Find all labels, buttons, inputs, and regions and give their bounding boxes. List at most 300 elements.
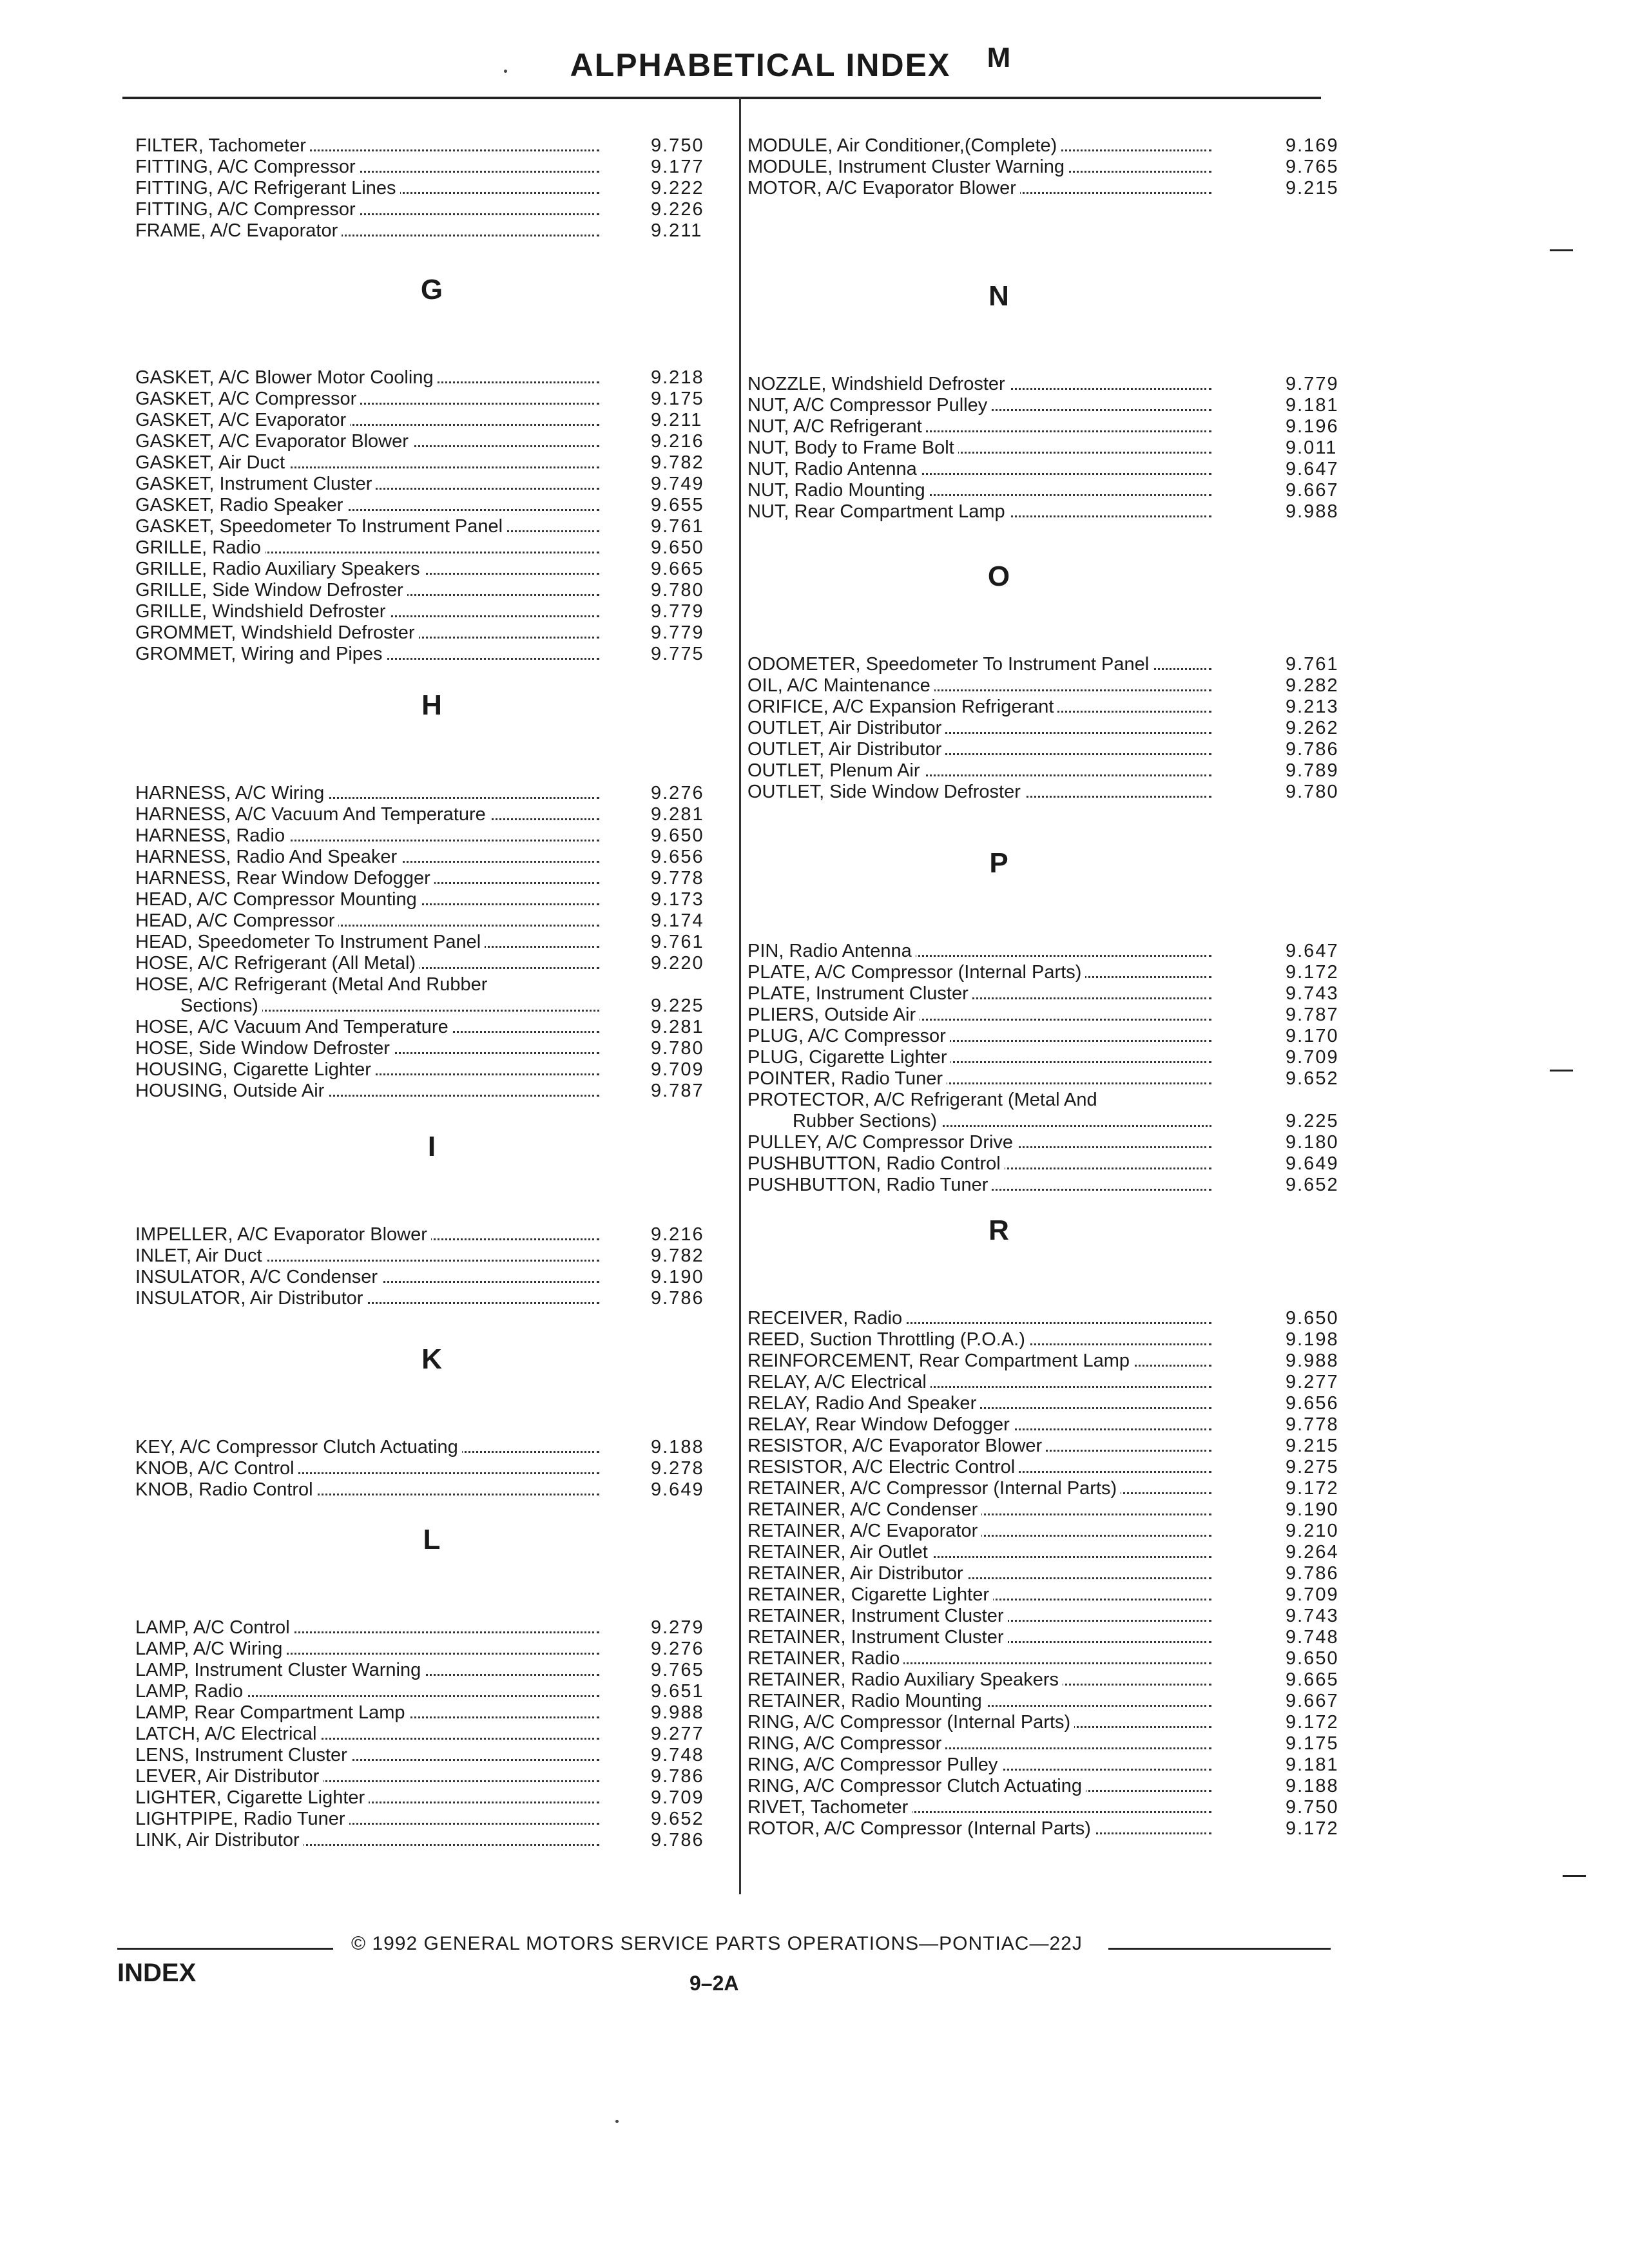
index-entry [747, 1414, 1340, 1436]
entry-page-ref: 9.778 [1286, 1414, 1339, 1435]
entry-label: LAMP, Rear Compartment Lamp [135, 1702, 409, 1724]
entry-label: ORIFICE, A/C Expansion Refrigerant [747, 697, 1057, 718]
entry-page-ref: 9.667 [1286, 480, 1339, 501]
entry-label: NOZZLE, Windshield Defroster [747, 374, 1009, 395]
index-entry [135, 516, 731, 537]
entry-label: PIN, Radio Antenna [747, 941, 916, 962]
entry-page-ref: 9.180 [1286, 1132, 1339, 1153]
index-entry [747, 941, 1340, 962]
index-entry [135, 1059, 731, 1081]
entry-label: RELAY, Rear Window Defogger [747, 1414, 1014, 1436]
entry-label: RELAY, A/C Electrical [747, 1372, 930, 1393]
entry-label: GASKET, A/C Compressor [135, 389, 360, 410]
entry-page-ref: 9.276 [651, 783, 704, 803]
entry-label: INSULATOR, Air Distributor [135, 1288, 367, 1309]
section-heading: K [421, 1343, 442, 1375]
entry-label: FITTING, A/C Refrigerant Lines [135, 178, 400, 199]
index-entry [747, 1026, 1340, 1047]
index-entry [135, 825, 731, 847]
index-entry [135, 1766, 731, 1787]
entry-page-ref: 9.650 [1286, 1308, 1339, 1329]
entry-page-ref: 9.652 [1286, 1068, 1339, 1089]
index-entry [747, 501, 1340, 523]
entry-label: PULLEY, A/C Compressor Drive [747, 1132, 1017, 1153]
entry-label: RESISTOR, A/C Evaporator Blower [747, 1436, 1046, 1457]
entry-page-ref: 9.748 [1286, 1627, 1339, 1648]
index-entry [747, 1478, 1340, 1499]
entry-label: PUSHBUTTON, Radio Tuner [747, 1175, 992, 1196]
entry-page-ref: 9.775 [651, 644, 704, 664]
entry-page-ref: 9.281 [651, 804, 704, 825]
entry-label: NUT, A/C Refrigerant [747, 416, 926, 437]
entry-label: LAMP, Instrument Cluster Warning [135, 1660, 425, 1681]
entry-page-ref: 9.277 [651, 1724, 704, 1744]
index-entry [135, 1745, 731, 1766]
entry-label: PUSHBUTTON, Radio Control [747, 1153, 1005, 1175]
entry-page-ref: 9.786 [651, 1288, 704, 1309]
index-entry [747, 1153, 1340, 1175]
header-rule [122, 97, 1321, 99]
entry-page-ref: 9.278 [651, 1458, 704, 1479]
entry-page-ref: 9.750 [651, 135, 704, 156]
entry-page-ref: 9.172 [1286, 962, 1339, 983]
section-heading: G [420, 274, 443, 305]
index-entry [135, 1617, 731, 1639]
entry-page-ref: 9.765 [651, 1660, 704, 1680]
index-entry [747, 459, 1340, 480]
entry-page-ref: 9.786 [651, 1766, 704, 1787]
section-heading: M [987, 42, 1011, 73]
entry-page-ref: 9.789 [1286, 760, 1339, 781]
index-entry [135, 410, 731, 431]
index-entry [135, 1437, 731, 1458]
entry-page-ref: 9.743 [1286, 983, 1339, 1004]
index-entry [135, 644, 731, 665]
index-entry [135, 431, 731, 452]
index-entry [135, 1809, 731, 1830]
index-entry [135, 474, 731, 495]
entry-label: LATCH, A/C Electrical [135, 1724, 320, 1745]
index-entry [135, 157, 731, 178]
index-entry [747, 1606, 1340, 1627]
index-entry [135, 537, 731, 559]
index-entry [747, 480, 1340, 501]
entry-page-ref: 9.181 [1286, 395, 1339, 416]
entry-page-ref: 9.988 [1286, 501, 1339, 522]
index-entry [135, 601, 731, 622]
index-entry [135, 178, 731, 199]
entry-page-ref: 9.656 [651, 847, 704, 867]
footer-rule-left [117, 1948, 333, 1950]
entry-label: GRILLE, Radio Auxiliary Speakers [135, 559, 424, 580]
index-entry [747, 1818, 1340, 1840]
index-entry [747, 1068, 1340, 1090]
index-entry [747, 1776, 1340, 1797]
entry-label: HARNESS, Radio [135, 825, 289, 847]
entry-label: RETAINER, Radio Mounting [747, 1691, 986, 1712]
entry-label: LAMP, A/C Wiring [135, 1639, 286, 1660]
entry-page-ref: 9.655 [651, 495, 704, 515]
column-divider [739, 97, 741, 1894]
entry-label: GASKET, Speedometer To Instrument Panel [135, 516, 506, 537]
section-heading: P [989, 847, 1008, 879]
entry-label: OUTLET, Air Distributor [747, 739, 945, 760]
entry-label: GROMMET, Wiring and Pipes [135, 644, 387, 665]
index-entry [135, 389, 731, 410]
entry-page-ref: 9.198 [1286, 1329, 1339, 1350]
index-entry [747, 1691, 1340, 1712]
entry-label: RETAINER, Cigarette Lighter [747, 1584, 993, 1606]
entry-page-ref: 9.761 [1286, 654, 1339, 675]
entry-page-ref: 9.650 [651, 537, 704, 558]
entry-page-ref: 9.665 [1286, 1669, 1339, 1690]
entry-page-ref: 9.786 [1286, 739, 1339, 760]
entry-label: KNOB, A/C Control [135, 1458, 298, 1479]
entry-label: IMPELLER, A/C Evaporator Blower [135, 1224, 431, 1245]
footer-rule-right [1108, 1948, 1331, 1950]
entry-label: HOSE, A/C Refrigerant (All Metal) [135, 953, 419, 974]
entry-label: RELAY, Radio And Speaker [747, 1393, 980, 1414]
entry-label: POINTER, Radio Tuner [747, 1068, 947, 1090]
index-entry [135, 1787, 731, 1809]
margin-mark [1550, 1070, 1573, 1072]
entry-page-ref: 9.282 [1286, 675, 1339, 696]
entry-label: GRILLE, Windshield Defroster [135, 601, 389, 622]
entry-label: HOSE, Side Window Defroster [135, 1038, 394, 1059]
entry-label: HOSE, A/C Vacuum And Temperature [135, 1017, 452, 1038]
index-entry [747, 1090, 1340, 1111]
entry-page-ref: 9.173 [651, 889, 704, 910]
entry-page-ref: 9.780 [651, 580, 704, 601]
entry-label: NUT, Body to Frame Bolt [747, 437, 958, 459]
entry-label: MOTOR, A/C Evaporator Blower [747, 178, 1020, 199]
entry-label: RESISTOR, A/C Electric Control [747, 1457, 1019, 1478]
index-entry [747, 1584, 1340, 1606]
entry-page-ref: 9.172 [1286, 1818, 1339, 1839]
entry-page-ref: 9.786 [651, 1830, 704, 1850]
entry-label: PLIERS, Outside Air [747, 1004, 920, 1026]
entry-label: GROMMET, Windshield Defroster [135, 622, 419, 644]
entry-label: RETAINER, Instrument Cluster [747, 1627, 1008, 1648]
entry-page-ref: 9.277 [1286, 1372, 1339, 1392]
index-entry [135, 1479, 731, 1501]
scan-speck [504, 70, 507, 73]
index-entry [747, 1308, 1340, 1329]
index-entry [747, 1372, 1340, 1393]
entry-label: RETAINER, A/C Condenser [747, 1499, 981, 1521]
entry-page-ref: 9.210 [1286, 1521, 1339, 1541]
index-entry [135, 783, 731, 804]
index-entry [135, 580, 731, 601]
scan-speck [615, 2120, 619, 2123]
index-entry [135, 1681, 731, 1702]
index-entry [747, 1627, 1340, 1648]
section-heading: I [427, 1131, 436, 1162]
entry-page-ref: 9.665 [651, 559, 704, 579]
index-entry [747, 1521, 1340, 1542]
index-entry [135, 889, 731, 910]
entry-page-ref: 9.647 [1286, 941, 1339, 961]
entry-page-ref: 9.650 [651, 825, 704, 846]
index-entry [747, 1797, 1340, 1818]
entry-page-ref: 9.190 [651, 1267, 704, 1287]
index-entry [135, 1639, 731, 1660]
entry-page-ref: 9.667 [1286, 1691, 1339, 1711]
entry-page-ref: 9.765 [1286, 157, 1339, 177]
index-entry [747, 1499, 1340, 1521]
index-entry [135, 953, 731, 974]
index-entry [747, 1563, 1340, 1584]
section-label: INDEX [117, 1959, 197, 1987]
page-title: ALPHABETICAL INDEX [570, 47, 951, 83]
entry-page-ref: 9.215 [1286, 1436, 1339, 1456]
entry-label: OUTLET, Plenum Air [747, 760, 924, 782]
entry-page-ref: 9.175 [651, 389, 704, 409]
entry-label: INLET, Air Duct [135, 1245, 266, 1267]
entry-page-ref: 9.196 [1286, 416, 1339, 437]
entry-page-ref: 9.709 [651, 1787, 704, 1808]
index-entry [135, 995, 731, 1017]
margin-mark [1550, 249, 1573, 251]
entry-label: HARNESS, Radio And Speaker [135, 847, 401, 868]
entry-page-ref: 9.761 [651, 932, 704, 952]
entry-page-ref: 9.216 [651, 431, 704, 452]
entry-page-ref: 9.172 [1286, 1712, 1339, 1733]
entry-label: OUTLET, Side Window Defroster [747, 782, 1025, 803]
index-entry [747, 983, 1340, 1004]
entry-page-ref: 9.190 [1286, 1499, 1339, 1520]
entry-page-ref: 9.652 [1286, 1175, 1339, 1195]
index-entry [747, 1754, 1340, 1776]
entry-page-ref: 9.761 [651, 516, 704, 537]
entry-label: KNOB, Radio Control [135, 1479, 317, 1501]
section-heading: O [987, 561, 1010, 592]
entry-label: HARNESS, A/C Vacuum And Temperature [135, 804, 490, 825]
entry-label: LENS, Instrument Cluster [135, 1745, 351, 1766]
entry-page-ref: 9.216 [651, 1224, 704, 1245]
entry-label: PROTECTOR, A/C Refrigerant (Metal And [747, 1090, 1101, 1111]
section-heading: R [988, 1215, 1009, 1246]
entry-label: NUT, Radio Mounting [747, 480, 929, 501]
index-entry [135, 1830, 731, 1851]
index-entry [747, 437, 1340, 459]
entry-label: RING, A/C Compressor [747, 1733, 945, 1754]
entry-label: LEVER, Air Distributor [135, 1766, 323, 1787]
entry-label: LINK, Air Distributor [135, 1830, 304, 1851]
entry-page-ref: 9.787 [1286, 1004, 1339, 1025]
entry-page-ref: 9.170 [1286, 1026, 1339, 1046]
entry-page-ref: 9.649 [651, 1479, 704, 1500]
entry-label: HEAD, A/C Compressor Mounting [135, 889, 421, 910]
index-entry [135, 1288, 731, 1309]
entry-label: GASKET, Radio Speaker [135, 495, 347, 516]
entry-label: ROTOR, A/C Compressor (Internal Parts) [747, 1818, 1095, 1840]
index-entry [135, 1458, 731, 1479]
entry-label: RETAINER, Radio [747, 1648, 903, 1669]
entry-page-ref: 9.215 [1286, 178, 1339, 198]
entry-label: RETAINER, Instrument Cluster [747, 1606, 1008, 1627]
index-entry [747, 1542, 1340, 1563]
index-entry [747, 962, 1340, 983]
index-entry [747, 782, 1340, 803]
entry-label: OIL, A/C Maintenance [747, 675, 934, 697]
entry-page-ref: 9.281 [651, 1017, 704, 1037]
section-heading: H [421, 689, 442, 721]
entry-page-ref: 9.276 [651, 1639, 704, 1659]
entry-label: HARNESS, A/C Wiring [135, 783, 328, 804]
entry-label: FITTING, A/C Compressor [135, 157, 360, 178]
entry-label: OUTLET, Air Distributor [747, 718, 945, 739]
entry-label: ODOMETER, Speedometer To Instrument Panel [747, 654, 1153, 675]
entry-page-ref: 9.652 [651, 1809, 704, 1829]
entry-page-ref: 9.188 [1286, 1776, 1339, 1796]
entry-page-ref: 9.647 [1286, 459, 1339, 479]
entry-page-ref: 9.787 [651, 1081, 704, 1101]
entry-label: LIGHTPIPE, Radio Tuner [135, 1809, 349, 1830]
index-entry [747, 1004, 1340, 1026]
entry-page-ref: 9.177 [651, 157, 704, 177]
entry-label: RETAINER, Air Outlet [747, 1542, 932, 1563]
entry-page-ref: 9.218 [651, 367, 704, 388]
index-entry [747, 374, 1340, 395]
entry-page-ref: 9.780 [1286, 782, 1339, 802]
index-entry [747, 1712, 1340, 1733]
entry-label: LAMP, A/C Control [135, 1617, 294, 1639]
entry-label: MODULE, Air Conditioner,(Complete) [747, 135, 1061, 157]
entry-label: RECEIVER, Radio [747, 1308, 906, 1329]
index-entry [747, 675, 1340, 697]
index-entry [135, 847, 731, 868]
index-entry [747, 157, 1340, 178]
index-entry [135, 367, 731, 389]
entry-page-ref: 9.709 [1286, 1584, 1339, 1605]
entry-page-ref: 9.213 [1286, 697, 1339, 717]
entry-label: NUT, Radio Antenna [747, 459, 921, 480]
index-entry [135, 1224, 731, 1245]
entry-label: RETAINER, A/C Evaporator [747, 1521, 981, 1542]
entry-page-ref: 9.779 [651, 601, 704, 622]
index-entry [747, 135, 1340, 157]
entry-label: Rubber Sections) [793, 1111, 941, 1132]
entry-label: RING, A/C Compressor Pulley [747, 1754, 1001, 1776]
entry-page-ref: 9.650 [1286, 1648, 1339, 1669]
entry-label: HOUSING, Outside Air [135, 1081, 328, 1102]
index-entry [747, 1175, 1340, 1196]
index-entry [747, 718, 1340, 739]
index-entry [747, 416, 1340, 437]
entry-page-ref: 9.709 [651, 1059, 704, 1080]
entry-label: RIVET, Tachometer [747, 1797, 912, 1818]
entry-page-ref: 9.275 [1286, 1457, 1339, 1477]
entry-page-ref: 9.656 [1286, 1393, 1339, 1414]
entry-label: Sections) [180, 995, 262, 1017]
index-entry [747, 1329, 1340, 1350]
entry-page-ref: 9.651 [651, 1681, 704, 1702]
index-entry [747, 1669, 1340, 1691]
index-entry [747, 654, 1340, 675]
index-entry [747, 739, 1340, 760]
entry-label: HEAD, Speedometer To Instrument Panel [135, 932, 485, 953]
index-entry [747, 1457, 1340, 1478]
section-heading: N [988, 280, 1009, 312]
index-entry [135, 199, 731, 220]
entry-page-ref: 9.786 [1286, 1563, 1339, 1584]
entry-label: INSULATOR, A/C Condenser [135, 1267, 381, 1288]
entry-page-ref: 9.222 [651, 178, 704, 198]
entry-label: MODULE, Instrument Cluster Warning [747, 157, 1068, 178]
index-entry [135, 1724, 731, 1745]
entry-label: LIGHTER, Cigarette Lighter [135, 1787, 369, 1809]
index-entry [135, 910, 731, 932]
entry-page-ref: 9.174 [651, 910, 704, 931]
entry-page-ref: 9.181 [1286, 1754, 1339, 1775]
entry-label: FITTING, A/C Compressor [135, 199, 360, 220]
entry-label: GRILLE, Radio [135, 537, 265, 559]
entry-label: GRILLE, Side Window Defroster [135, 580, 407, 601]
entry-page-ref: 9.175 [1286, 1733, 1339, 1754]
entry-page-ref: 9.172 [1286, 1478, 1339, 1499]
index-entry [135, 220, 731, 242]
index-entry [747, 178, 1340, 199]
index-entry [747, 697, 1340, 718]
entry-page-ref: 9.748 [651, 1745, 704, 1765]
entry-label: PLATE, Instrument Cluster [747, 983, 972, 1004]
copyright-line: © 1992 GENERAL MOTORS SERVICE PARTS OPERATIONS—PONTIAC—22J [351, 1933, 1083, 1954]
entry-page-ref: 9.262 [1286, 718, 1339, 738]
entry-label: KEY, A/C Compressor Clutch Actuating [135, 1437, 462, 1458]
entry-label: LAMP, Radio [135, 1681, 247, 1702]
margin-mark [1563, 1875, 1586, 1877]
entry-page-ref: 9.211 [651, 410, 703, 430]
entry-page-ref: 9.220 [651, 953, 704, 974]
entry-label: HARNESS, Rear Window Defogger [135, 868, 434, 889]
index-entry [747, 1436, 1340, 1457]
entry-page-ref: 9.226 [651, 199, 704, 220]
index-entry [747, 1132, 1340, 1153]
entry-page-ref: 9.225 [1286, 1111, 1339, 1131]
entry-label: RETAINER, Air Distributor [747, 1563, 967, 1584]
index-entry [747, 1350, 1340, 1372]
entry-page-ref: 9.709 [1286, 1047, 1339, 1068]
entry-label: PLUG, A/C Compressor [747, 1026, 950, 1047]
entry-page-ref: 9.279 [651, 1617, 704, 1638]
index-entry [747, 1047, 1340, 1068]
entry-label: RING, A/C Compressor Clutch Actuating [747, 1776, 1086, 1797]
entry-label: RING, A/C Compressor (Internal Parts) [747, 1712, 1074, 1733]
index-entry [135, 1702, 731, 1724]
index-entry [135, 495, 731, 516]
entry-page-ref: 9.211 [651, 220, 703, 241]
entry-label: FILTER, Tachometer [135, 135, 310, 157]
entry-page-ref: 9.011 [1286, 437, 1338, 458]
entry-page-ref: 9.780 [651, 1038, 704, 1059]
index-entry [747, 1648, 1340, 1669]
entry-label: RETAINER, A/C Compressor (Internal Parts) [747, 1478, 1121, 1499]
entry-label: NUT, A/C Compressor Pulley [747, 395, 991, 416]
section-heading: L [423, 1524, 441, 1555]
index-entry [135, 622, 731, 644]
entry-page-ref: 9.750 [1286, 1797, 1339, 1818]
entry-page-ref: 9.169 [1286, 135, 1339, 156]
entry-label: REED, Suction Throttling (P.O.A.) [747, 1329, 1029, 1350]
entry-label: HOUSING, Cigarette Lighter [135, 1059, 375, 1081]
index-entry [135, 1038, 731, 1059]
entry-page-ref: 9.782 [651, 452, 704, 473]
index-entry [135, 1017, 731, 1038]
entry-label: RETAINER, Radio Auxiliary Speakers [747, 1669, 1063, 1691]
index-entry [135, 1267, 731, 1288]
entry-label: GASKET, Air Duct [135, 452, 289, 474]
